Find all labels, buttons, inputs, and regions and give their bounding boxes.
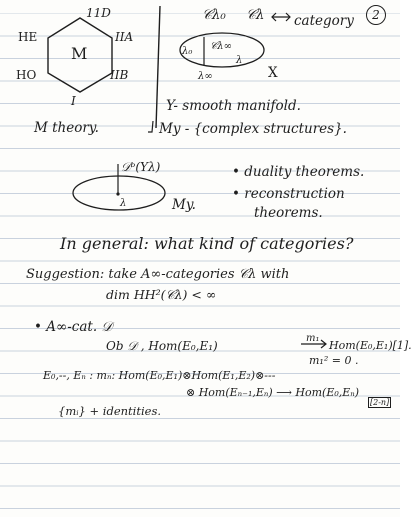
- ainf-en-line-2: ⊗ Hom(Eₙ₋₁,Eₙ) ⟶ Hom(E₀,Eₙ): [186, 386, 360, 399]
- category-lambda0: λ₀: [182, 46, 193, 57]
- category-c-lambda: 𝒞λ: [246, 7, 265, 23]
- moduli-lambda: λ: [120, 198, 127, 209]
- reconstruction-line-1: • reconstruction: [232, 186, 345, 202]
- category-word: category: [294, 13, 354, 29]
- complex-structures-line: My - {complex structures}.: [159, 121, 347, 137]
- derived-category-label: 𝒟ᵇ(Yλ): [121, 160, 161, 174]
- m-theory-bracket: [148, 121, 153, 132]
- m-theory-label: M theory.: [34, 120, 99, 136]
- category-lambda: λ: [236, 55, 243, 66]
- reconstruction-line-2: theorems.: [254, 205, 323, 221]
- ainf-identities: {mᵢ} + identities.: [58, 404, 162, 418]
- smooth-manifold-line: Y- smooth manifold.: [166, 98, 301, 114]
- ainf-shift-box: [2-n]: [370, 398, 390, 407]
- category-lambda-inf: λ∞: [198, 71, 213, 82]
- hexagon-label-bottom-right: IIB: [110, 68, 129, 82]
- suggestion-line-2: dim HH²(𝒞λ) < ∞: [106, 287, 217, 302]
- ainf-ob-target: Hom(E₀,E₁)[1].: [329, 339, 412, 352]
- hexagon-label-top-left: HE: [18, 30, 38, 44]
- ainf-bullet: • A∞-cat. 𝒟: [34, 319, 113, 335]
- hexagon-label-bottom: I: [71, 94, 76, 108]
- moduli-my: My.: [172, 197, 196, 213]
- general-question: In general: what kind of categories?: [60, 234, 354, 253]
- category-inner-label: 𝒞λ∞: [210, 41, 232, 52]
- hexagon-label-bottom-left: HO: [16, 68, 37, 82]
- hexagon-center-label: M: [71, 44, 88, 63]
- ainf-en-line: E₀,--, Eₙ : mₙ: Hom(E₀,E₁)⊗Hom(E₁,E₂)⊗---: [43, 369, 276, 382]
- suggestion-line-1: Suggestion: take A∞-categories 𝒞λ with: [26, 267, 290, 282]
- ainf-ob-line: Ob 𝒟 , Hom(E₀,E₁): [106, 339, 218, 353]
- page-number: 2: [366, 5, 386, 25]
- category-x: X: [268, 65, 278, 81]
- ainf-m1: m₁: [306, 333, 320, 344]
- duality-theorems: • duality theorems.: [232, 164, 365, 180]
- hexagon-label-top: 11D: [86, 6, 111, 20]
- vertical-divider: [156, 6, 160, 128]
- ainf-m1-squared: m₁² = 0 .: [309, 354, 359, 367]
- category-c-lambda0: 𝒞λ₀: [202, 7, 226, 23]
- hexagon-label-top-right: IIA: [115, 30, 134, 44]
